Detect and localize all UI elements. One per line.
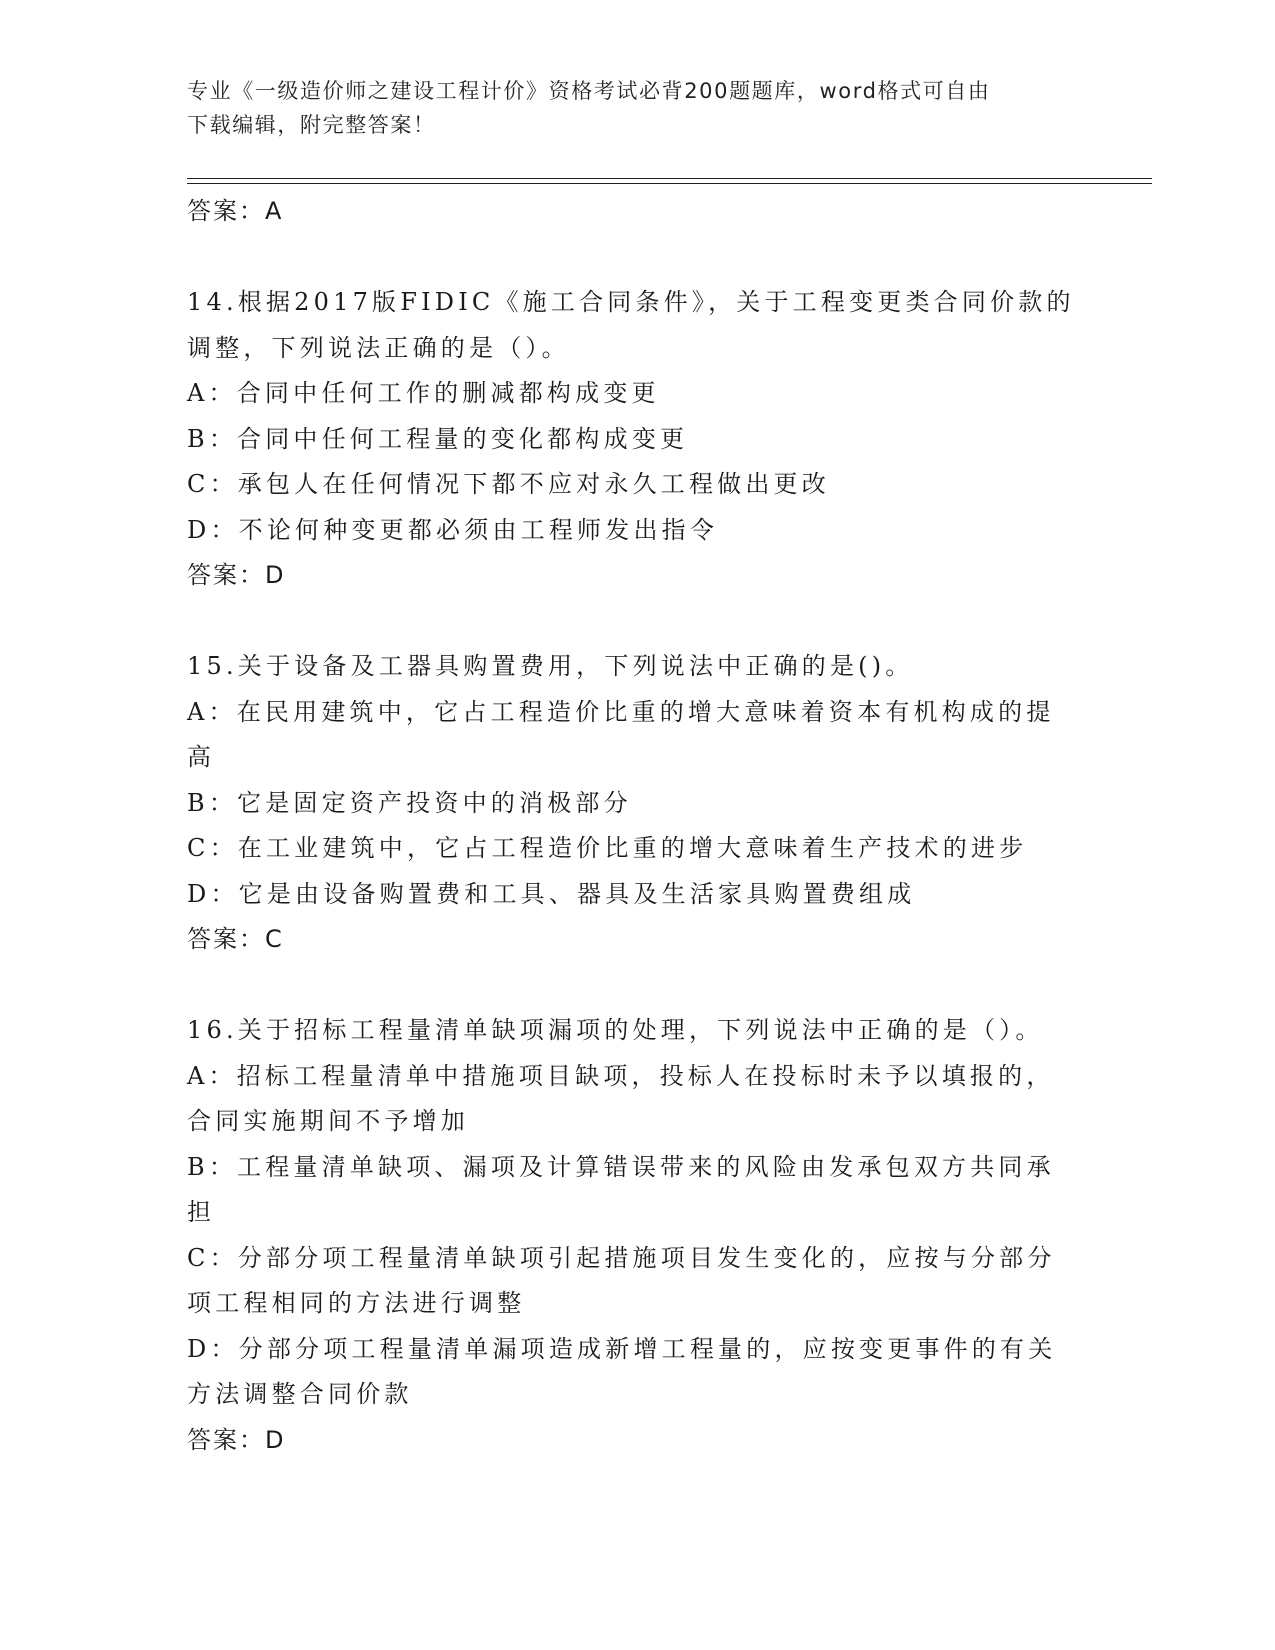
previous-answer: 答案：A bbox=[187, 197, 284, 225]
option-b-continued: 担 bbox=[187, 1198, 216, 1226]
header-line-2: 下载编辑，附完整答案！ bbox=[187, 113, 436, 137]
question-stem: 16.关于招标工程量清单缺项漏项的处理，下列说法中正确的是（）。 bbox=[187, 1016, 1044, 1044]
question-stem: 15.关于设备及工器具购置费用，下列说法中正确的是()。 bbox=[187, 652, 914, 680]
option-a: A：招标工程量清单中措施项目缺项，投标人在投标时未予以填报的， bbox=[187, 1061, 1055, 1090]
question-list bbox=[187, 189, 1087, 1463]
document-header bbox=[187, 74, 1087, 142]
option-b: B：合同中任何工程量的变化都构成变更 bbox=[187, 424, 689, 453]
option-d: D：它是由设备购置费和工具、器具及生活家具购置费组成 bbox=[187, 879, 916, 908]
header-divider-bottom bbox=[187, 183, 1152, 184]
option-a: A：在民用建筑中，它占工程造价比重的增大意味着资本有机构成的提 bbox=[187, 697, 1055, 726]
option-c: C：分部分项工程量清单缺项引起措施项目发生变化的，应按与分部分 bbox=[187, 1243, 1056, 1272]
question-stem: 14.根据2017版FIDIC《施工合同条件》，关于工程变更类合同价款的 bbox=[187, 288, 1075, 316]
option-c: C：承包人在任何情况下都不应对永久工程做出更改 bbox=[187, 470, 830, 498]
option-d-continued: 方法调整合同价款 bbox=[187, 1380, 413, 1408]
answer: 答案：D bbox=[187, 1425, 286, 1454]
option-d: D：不论何种变更都必须由工程师发出指令 bbox=[187, 515, 719, 544]
option-a-continued: 高 bbox=[187, 743, 216, 771]
option-a-continued: 合同实施期间不予增加 bbox=[187, 1107, 469, 1135]
answer: 答案：D bbox=[187, 561, 286, 589]
header-divider-top bbox=[187, 178, 1152, 179]
question-stem: 调整，下列说法正确的是（）。 bbox=[187, 333, 570, 362]
question-16 bbox=[187, 1008, 1087, 1463]
option-b: B：它是固定资产投资中的消极部分 bbox=[187, 788, 632, 817]
question-15 bbox=[187, 644, 1087, 963]
header-line-1: 专业《一级造价师之建设工程计价》资格考试必背200题题库，word格式可自由 bbox=[187, 79, 991, 103]
question-14 bbox=[187, 280, 1087, 599]
option-b: B：工程量清单缺项、漏项及计算错误带来的风险由发承包双方共同承 bbox=[187, 1152, 1055, 1181]
option-a: A：合同中任何工作的删减都构成变更 bbox=[187, 379, 660, 407]
option-d: D：分部分项工程量清单漏项造成新增工程量的，应按变更事件的有关 bbox=[187, 1334, 1057, 1363]
answer: 答案：C bbox=[187, 925, 284, 953]
option-c-continued: 项工程相同的方法进行调整 bbox=[187, 1289, 526, 1317]
option-c: C：在工业建筑中，它占工程造价比重的增大意味着生产技术的进步 bbox=[187, 834, 1028, 862]
